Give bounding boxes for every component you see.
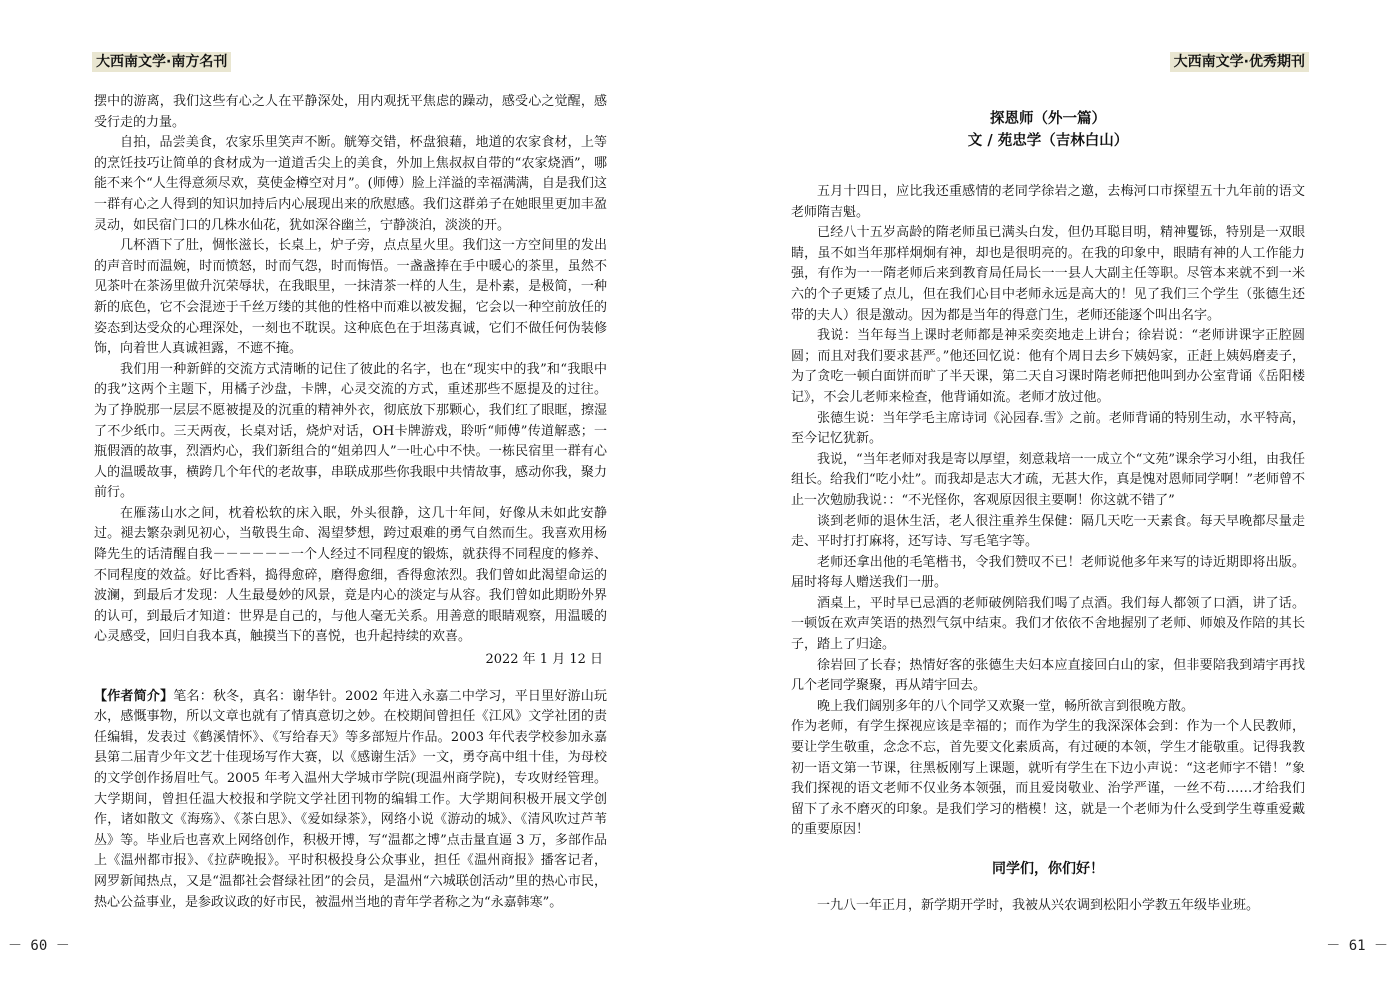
left-body-text — [94, 92, 607, 913]
author-bio-text: 笔名：秋冬，真名：谢华针。2002 年进入永嘉二中学习，平日里好游山玩水，感慨事物，所以文章也就有了情真意切之妙。在校期间曾担任《江风》文学社团的责任编辑，发表过《鹤溪情怀》、《写给春天》等多部短片作品。2003 年代表学校参加永嘉县第二届青少年文艺十佳现场写作大赛，以《感谢生活》一文，勇夺高中组十佳，为母校的文学创作扬眉吐气。2005 年考入温州大学城市学院(现温州商学院)，专攻财经管理。大学期间，曾担任温大校报和学院文学社团刊物的编辑工作。大学期间积极开展文学创作，诸如散文《海殇》、《茶白思》、《爱如绿茶》，网络小说《游动的城》、《清风吹过芦苇丛》等。毕业后也喜欢上网络创作，积极开博，写“温都之博”点击量直逼 3 万，多部作品上《温州都市报》、《拉萨晚报》。平时积极投身公众事业，担任《温州商报》播客记者，网罗新闻热点，又是“温都社会督绿社团”的会员，是温州“六城联创活动”里的热心市民，热心公益事业，是参政议政的好市民，被温州当地的青年学者称之为“永嘉韩寒”。 — [94, 688, 607, 910]
left-paragraph-4: 我们用一种新鲜的交流方式清晰的记住了彼此的名字，也在“现实中的我”和“我眼中的我”这两个主题下，用橘子沙盘，卡牌，心灵交流的方式，重述那些不愿提及的过往。为了挣脱那一层层不愿被提及的沉重的精神外衣，彻底放下那颗心，我们红了眼眶，擦湿了不少纸巾。三天两夜，长桌对话，烧炉对话，OH卡牌游戏，聆听“师傅”传道解惑；一瓶假酒的故事，烈酒灼心，我们新组合的“姐弟四人”一吐心中不快。一栋民宿里一群有心人的温暖故事，横跨几个年代的老故事，串联成那些你我眼中共情故事，感动你我，聚力前行。 — [94, 361, 607, 501]
author-bio-label: 【作者简介】 — [94, 688, 174, 704]
section-paragraph: 一九八一年正月，新学期开学时，我被从兴农调到松阳小学教五年级毕业班。 — [817, 897, 1260, 913]
article-title: 探恩师（外一篇） — [990, 110, 1106, 127]
article-date: 2022 年 1 月 12 日 — [485, 652, 603, 668]
right-running-header: 大西南文学·优秀期刊 — [1170, 52, 1309, 72]
left-page-number: － 60 － — [8, 938, 70, 954]
right-closing-paragraph: 作为老师，有学生探视应该是幸福的；而作为学生的我深深体会到：作为一个人民教师，要让学生敬重，念念不忘，首先要文化素质高，有过硬的本领，学生才能敬重。记得我教初一语文第一节课，往黑板刚写上课题，就听有学生在下边小声说：“这老师字不错！”象我们探视的语文老师不仅业务本领强，而且爱岗敬业、治学严谨，一丝不苟……才给我们留下了永不磨灭的印象。是我们学习的楷模！这，就是一个老师为什么受到学生尊重爱戴的重要原因！ — [791, 719, 1305, 838]
right-page — [699, 0, 1398, 982]
article-author: 文 / 苑忠学（吉林白山） — [967, 132, 1129, 149]
author-bio — [94, 687, 607, 914]
left-paragraph-5: 在雁荡山水之间，枕着松软的床入眠，外头很静，这几十年间，好像从未如此安静过。褪去繁杂剥见初心，当敬畏生命、渴望梦想，跨过艰难的勇气自然而生。我喜欢用杨降先生的话清醒自我－－－－－－一个人经过不同程度的锻炼，就获得不同程度的修养、不同程度的效益。好比香料，捣得愈碎，磨得愈细，香得愈浓烈。我们曾如此渴望命运的波澜，到最后才发现：人生最曼妙的风景，竟是内心的淡定与从容。我们曾如此期盼外界的认可，到最后才知道：世界是自己的，与他人毫无关系。用善意的眼睛观察，用温暖的心灵感受，回归自我本真，触摸当下的喜悦，也升起持续的欢喜。 — [94, 505, 607, 645]
left-paragraph-3: 几杯酒下了肚，惆怅滋长，长桌上，炉子旁，点点星火里。我们这一方空间里的发出的声音时而温婉，时而愤怒，时而气怨，时而悔悟。一盏盏捧在手中暖心的茶里，虽然不见茶叶在茶汤里做升沉荣辱状，在我眼里，一抹清茶一样的人生，是朴素，是极简，一种新的底色，它不会混迹于千丝万缕的其他的性格中而难以被发掘，它会以一种空前放任的姿态到达受众的心理深处，一刻也不耽误。这种底色在于坦荡真诚，它们不做任何伪装修饰，向着世人真诚袒露，不遮不掩。 — [94, 238, 607, 357]
right-paragraph-3: 我说：当年每当上课时老师都是神采奕奕地走上讲台；徐岩说：“老师讲课字正腔圆圆；而且对我们要求甚严。”他还回忆说：他有个周日去乡下姨妈家，正赶上姨妈磨麦子，为了贪吃一顿白面饼而旷了半天课，第二天自习课时隋老师把他叫到办公室背诵《岳阳楼记》，不会儿老师来检查，他背诵如流。老师才放过他。 — [791, 328, 1305, 405]
right-paragraph-6: 谈到老师的退休生活，老人很注重养生保健：隔几天吃一天素食。每天早晚都尽量走走、平时打打麻将，还写诗、写毛笔字等。 — [791, 513, 1305, 550]
left-running-header: 大西南文学·南方名刊 — [92, 52, 231, 72]
right-page-number: － 61 － — [1326, 938, 1388, 954]
right-paragraph-8: 酒桌上，平时早已忌酒的老师破例陪我们喝了点酒。我们每人都领了口酒，讲了话。一顿饭在欢声笑语的热烈气氛中结束。我们才依依不舍地握别了老师、师娘及作陪的其长子，踏上了归途。 — [791, 595, 1305, 653]
section-title: 同学们，你们好！ — [992, 861, 1104, 877]
right-paragraph-5: 我说，“当年老师对我是寄以厚望，刻意栽培一一成立个“文苑”课余学习小组，由我任组长。给我们“吃小灶”。而我却是志大才疏，无甚大作，真是愧对恩师同学啊！”老师曾不止一次勉励我说：：“不光怪你，客观原因很主要啊！你这就不错了” — [791, 451, 1305, 508]
right-paragraph-10: 晚上我们阔别多年的八个同学又欢聚一堂，畅所欲言到很晚方散。 — [817, 698, 1195, 714]
right-paragraph-1: 五月十四日，应比我还重感情的老同学徐岩之邀，去梅河口市探望五十九年前的语文老师隋吉魁。 — [791, 184, 1305, 220]
right-body-text — [791, 182, 1305, 916]
right-paragraph-7: 老师还拿出他的毛笔楷书，令我们赞叹不已！老师说他多年来写的诗近期即将出版。届时将每人赠送我们一册。 — [791, 554, 1305, 591]
right-paragraph-4: 张德生说：当年学毛主席诗词《沁园春.雪》之前。老师背诵的特别生动，水平特高，至今记忆犹新。 — [791, 410, 1305, 447]
right-paragraph-9: 徐岩回了长春；热情好客的张德生夫妇本应直接回白山的家，但非要陪我到靖宇再找几个老同学聚聚，再从靖宇回去。 — [791, 657, 1305, 694]
right-paragraph-2: 已经八十五岁高龄的隋老师虽已满头白发，但仍耳聪目明，精神矍铄，特别是一双眼睛，虽不如当年那样炯炯有神，却也是很明亮的。在我的印象中，眼睛有神的人工作能力强，有作为一一隋老师后来到教育局任局长一一县人大副主任等职。尽管本来就不到一米六的个子更矮了点儿，但在我们心目中老师永远是高大的！见了我们三个学生（张德生还带的夫人）很是激动。因为都是当年的得意门生，老师还能逐个叫出名字。 — [791, 225, 1305, 323]
left-paragraph-1: 摆中的游离，我们这些有心之人在平静深处，用内观抚平焦虑的躁动，感受心之觉醒，感受行走的力量。 — [94, 94, 607, 130]
left-paragraph-2: 自拍，品尝美食，农家乐里笑声不断。觥筹交错，杯盘狼藉，地道的农家食材，上等的烹饪技巧让简单的食材成为一道道舌尖上的美食，外加上焦叔叔自带的“农家烧酒”，哪能不来个“人生得意须尽欢，莫使金樽空对月”。(师傅）脸上洋溢的幸福满满，自是我们这一群有心之人得到的知识加持后内心展现出来的欣慰感。我们这群弟子在她眼里更加丰盈灵动，如民宿门口的几株水仙花，犹如深谷幽兰，宁静淡泊，淡淡的开。 — [94, 135, 607, 233]
